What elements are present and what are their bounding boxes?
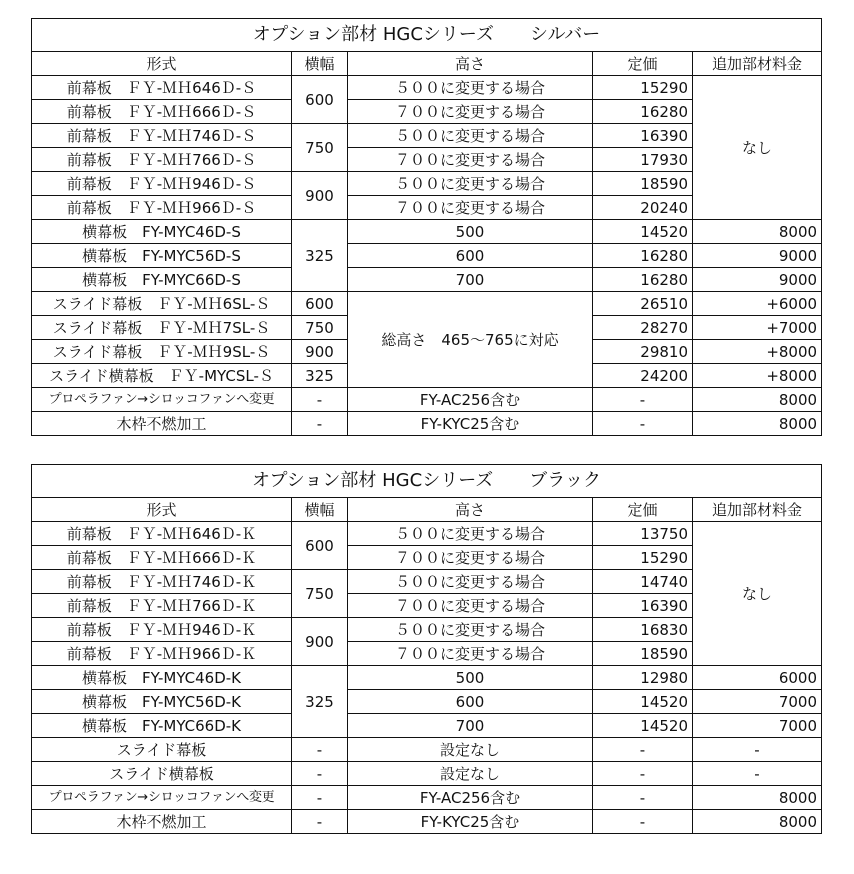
header-height: 高さ bbox=[348, 52, 593, 76]
addon-cell: +8000 bbox=[693, 364, 822, 388]
model-cell: スライド幕板 ＦＹ-ＭＨ7SL-Ｓ bbox=[32, 316, 292, 340]
header-row bbox=[32, 498, 822, 522]
price-cell: 17930 bbox=[593, 148, 693, 172]
table-row bbox=[32, 244, 822, 268]
price-cell: - bbox=[593, 786, 693, 810]
price-cell: - bbox=[593, 738, 693, 762]
header-height: 高さ bbox=[348, 498, 593, 522]
price-cell: 18590 bbox=[593, 642, 693, 666]
height-cell: 700 bbox=[348, 268, 593, 292]
width-cell: - bbox=[292, 388, 348, 412]
table-row bbox=[32, 666, 822, 690]
model-cell: プロペラファン→シロッコファンへ変更 bbox=[32, 388, 292, 412]
model-cell: 前幕板 ＦＹ-ＭＨ966Ｄ-Ｓ bbox=[32, 196, 292, 220]
black-options-table bbox=[31, 464, 822, 834]
width-cell: 750 bbox=[292, 124, 348, 172]
model-cell: 前幕板 ＦＹ-ＭＨ946Ｄ-Ｓ bbox=[32, 172, 292, 196]
height-cell: ５００に変更する場合 bbox=[348, 618, 593, 642]
price-cell: 14520 bbox=[593, 714, 693, 738]
addon-cell: なし bbox=[693, 76, 822, 220]
height-cell: 700 bbox=[348, 714, 593, 738]
price-cell: 16390 bbox=[593, 594, 693, 618]
price-cell: 18590 bbox=[593, 172, 693, 196]
price-cell: - bbox=[593, 388, 693, 412]
addon-cell: 6000 bbox=[693, 666, 822, 690]
model-cell: 前幕板 ＦＹ-ＭＨ766Ｄ-Ｋ bbox=[32, 594, 292, 618]
addon-cell: - bbox=[693, 738, 822, 762]
width-cell: 750 bbox=[292, 316, 348, 340]
model-cell: 横幕板 FY-MYC56D-K bbox=[32, 690, 292, 714]
model-cell: スライド幕板 ＦＹ-ＭＨ6SL-Ｓ bbox=[32, 292, 292, 316]
price-cell: 26510 bbox=[593, 292, 693, 316]
price-cell: 16280 bbox=[593, 100, 693, 124]
addon-cell: +7000 bbox=[693, 316, 822, 340]
addon-cell: なし bbox=[693, 522, 822, 666]
model-cell: 前幕板 ＦＹ-ＭＨ746Ｄ-Ｓ bbox=[32, 124, 292, 148]
width-cell: - bbox=[292, 738, 348, 762]
height-cell: 600 bbox=[348, 690, 593, 714]
model-cell: 前幕板 ＦＹ-ＭＨ666Ｄ-Ｋ bbox=[32, 546, 292, 570]
height-cell: FY-AC256含む bbox=[348, 388, 593, 412]
table-row bbox=[32, 690, 822, 714]
price-cell: 16830 bbox=[593, 618, 693, 642]
addon-cell: 8000 bbox=[693, 786, 822, 810]
addon-cell: 7000 bbox=[693, 714, 822, 738]
height-cell: FY-AC256含む bbox=[348, 786, 593, 810]
price-cell: 16390 bbox=[593, 124, 693, 148]
height-cell: 500 bbox=[348, 666, 593, 690]
addon-cell: 9000 bbox=[693, 244, 822, 268]
width-cell: 600 bbox=[292, 292, 348, 316]
price-cell: - bbox=[593, 412, 693, 436]
price-cell: 29810 bbox=[593, 340, 693, 364]
width-cell: 900 bbox=[292, 172, 348, 220]
table-row bbox=[32, 762, 822, 786]
width-cell: 750 bbox=[292, 570, 348, 618]
height-cell: ７００に変更する場合 bbox=[348, 148, 593, 172]
model-cell: スライド幕板 ＦＹ-ＭＨ9SL-Ｓ bbox=[32, 340, 292, 364]
price-cell: 14520 bbox=[593, 690, 693, 714]
price-cell: 13750 bbox=[593, 522, 693, 546]
width-cell: 325 bbox=[292, 220, 348, 292]
table-row bbox=[32, 292, 822, 316]
model-cell: 横幕板 FY-MYC66D-K bbox=[32, 714, 292, 738]
addon-cell: 7000 bbox=[693, 690, 822, 714]
model-cell: 横幕板 FY-MYC56D-S bbox=[32, 244, 292, 268]
model-cell: プロペラファン→シロッコファンへ変更 bbox=[32, 786, 292, 810]
model-cell: 前幕板 ＦＹ-ＭＨ646Ｄ-Ｋ bbox=[32, 522, 292, 546]
width-cell: 900 bbox=[292, 618, 348, 666]
price-cell: 20240 bbox=[593, 196, 693, 220]
table-row bbox=[32, 714, 822, 738]
model-cell: 横幕板 FY-MYC66D-S bbox=[32, 268, 292, 292]
price-cell: 14520 bbox=[593, 220, 693, 244]
height-cell: 600 bbox=[348, 244, 593, 268]
addon-cell: - bbox=[693, 762, 822, 786]
silver-options-table bbox=[31, 18, 822, 436]
addon-cell: 8000 bbox=[693, 810, 822, 834]
height-cell: ７００に変更する場合 bbox=[348, 100, 593, 124]
height-cell: 設定なし bbox=[348, 738, 593, 762]
height-cell: ７００に変更する場合 bbox=[348, 196, 593, 220]
header-model: 形式 bbox=[32, 52, 292, 76]
model-cell: スライド横幕板 bbox=[32, 762, 292, 786]
model-cell: 前幕板 ＦＹ-ＭＨ646Ｄ-Ｓ bbox=[32, 76, 292, 100]
width-cell: 600 bbox=[292, 522, 348, 570]
price-cell: 28270 bbox=[593, 316, 693, 340]
model-cell: 前幕板 ＦＹ-ＭＨ946Ｄ-Ｋ bbox=[32, 618, 292, 642]
height-cell: ７００に変更する場合 bbox=[348, 546, 593, 570]
model-cell: 木枠不燃加工 bbox=[32, 810, 292, 834]
price-cell: 12980 bbox=[593, 666, 693, 690]
height-cell: FY-KYC25含む bbox=[348, 810, 593, 834]
width-cell: 900 bbox=[292, 340, 348, 364]
header-addon: 追加部材料金 bbox=[693, 498, 822, 522]
price-cell: - bbox=[593, 762, 693, 786]
table-row bbox=[32, 412, 822, 436]
table-row bbox=[32, 268, 822, 292]
width-cell: 325 bbox=[292, 666, 348, 738]
model-cell: スライド幕板 bbox=[32, 738, 292, 762]
height-cell: ５００に変更する場合 bbox=[348, 570, 593, 594]
header-price: 定価 bbox=[593, 52, 693, 76]
table-row bbox=[32, 810, 822, 834]
price-cell: 15290 bbox=[593, 76, 693, 100]
model-cell: 前幕板 ＦＹ-ＭＨ746Ｄ-Ｋ bbox=[32, 570, 292, 594]
price-cell: 14740 bbox=[593, 570, 693, 594]
height-cell: 設定なし bbox=[348, 762, 593, 786]
table-row bbox=[32, 786, 822, 810]
width-cell: - bbox=[292, 786, 348, 810]
width-cell: 600 bbox=[292, 76, 348, 124]
table-title: オプション部材 HGCシリーズ シルバー bbox=[32, 19, 822, 52]
header-row bbox=[32, 52, 822, 76]
price-cell: 16280 bbox=[593, 244, 693, 268]
header-model: 形式 bbox=[32, 498, 292, 522]
header-price: 定価 bbox=[593, 498, 693, 522]
height-cell: ５００に変更する場合 bbox=[348, 522, 593, 546]
model-cell: 前幕板 ＦＹ-ＭＨ666Ｄ-Ｓ bbox=[32, 100, 292, 124]
height-cell: ７００に変更する場合 bbox=[348, 594, 593, 618]
price-cell: - bbox=[593, 810, 693, 834]
addon-cell: +8000 bbox=[693, 340, 822, 364]
table-row bbox=[32, 76, 822, 100]
price-cell: 15290 bbox=[593, 546, 693, 570]
model-cell: 前幕板 ＦＹ-ＭＨ966Ｄ-Ｋ bbox=[32, 642, 292, 666]
addon-cell: 8000 bbox=[693, 220, 822, 244]
addon-cell: 9000 bbox=[693, 268, 822, 292]
height-cell: 500 bbox=[348, 220, 593, 244]
header-width: 横幅 bbox=[292, 498, 348, 522]
table-row bbox=[32, 522, 822, 546]
addon-cell: 8000 bbox=[693, 412, 822, 436]
model-cell: スライド横幕板 ＦＹ-MYCSL-Ｓ bbox=[32, 364, 292, 388]
table-row bbox=[32, 738, 822, 762]
model-cell: 木枠不燃加工 bbox=[32, 412, 292, 436]
model-cell: 横幕板 FY-MYC46D-S bbox=[32, 220, 292, 244]
addon-cell: +6000 bbox=[693, 292, 822, 316]
height-cell: ７００に変更する場合 bbox=[348, 642, 593, 666]
price-cell: 16280 bbox=[593, 268, 693, 292]
table-row bbox=[32, 388, 822, 412]
header-width: 横幅 bbox=[292, 52, 348, 76]
model-cell: 前幕板 ＦＹ-ＭＨ766Ｄ-Ｓ bbox=[32, 148, 292, 172]
height-cell: ５００に変更する場合 bbox=[348, 172, 593, 196]
height-cell: FY-KYC25含む bbox=[348, 412, 593, 436]
model-cell: 横幕板 FY-MYC46D-K bbox=[32, 666, 292, 690]
table-row bbox=[32, 220, 822, 244]
height-cell: 総高さ 465～765に対応 bbox=[348, 292, 593, 388]
width-cell: - bbox=[292, 412, 348, 436]
addon-cell: 8000 bbox=[693, 388, 822, 412]
width-cell: 325 bbox=[292, 364, 348, 388]
width-cell: - bbox=[292, 810, 348, 834]
height-cell: ５００に変更する場合 bbox=[348, 76, 593, 100]
price-cell: 24200 bbox=[593, 364, 693, 388]
table-title: オプション部材 HGCシリーズ ブラック bbox=[32, 465, 822, 498]
height-cell: ５００に変更する場合 bbox=[348, 124, 593, 148]
header-addon: 追加部材料金 bbox=[693, 52, 822, 76]
width-cell: - bbox=[292, 762, 348, 786]
